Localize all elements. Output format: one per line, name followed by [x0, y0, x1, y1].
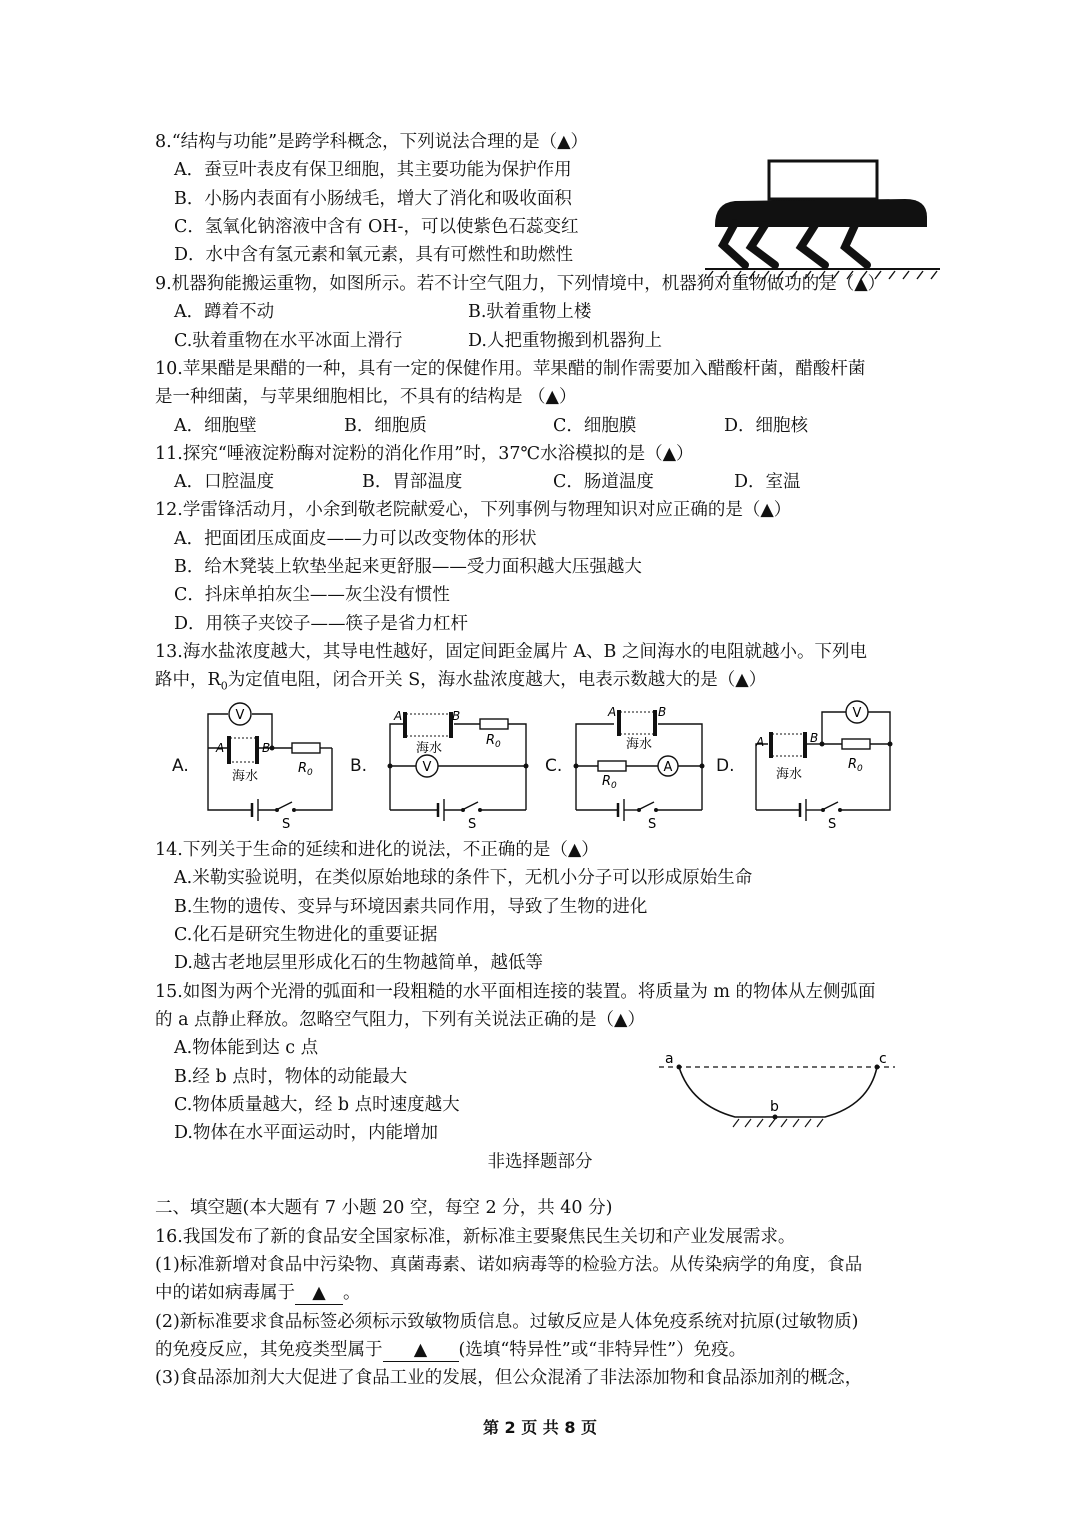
- q9-option-d: D.人把重物搬到机器狗上: [468, 331, 662, 351]
- point-b-label: b: [770, 1099, 779, 1115]
- q12-option-d: D．用筷子夹饺子——筷子是省力杠杆: [174, 614, 469, 634]
- circuit-a-label: A.: [172, 756, 189, 776]
- q8-option-d: D．水中含有氢元素和氧元素，具有可燃性和助燃性: [174, 245, 574, 265]
- q14-option-d: D.越古老地层里形成化石的生物越简单，越低等: [174, 953, 543, 973]
- q14-option-c: C.化石是研究生物进化的重要证据: [174, 925, 438, 945]
- svg-text:R0: $R_0$: [602, 774, 617, 791]
- q11-option-c: C．肠道温度: [553, 472, 654, 492]
- svg-text:A: A: [608, 705, 617, 719]
- svg-text:B: B: [810, 731, 819, 745]
- section2-heading: 二、填空题(本大题有 7 小题 20 空，每空 2 分，共 40 分): [155, 1198, 613, 1218]
- svg-text:B: B: [262, 741, 271, 755]
- circuit-d: [748, 700, 898, 830]
- svg-text:V: V: [852, 706, 862, 721]
- q12-stem: 12.学雷锋活动月，小余到敬老院献爱心，下列事例与物理知识对应正确的是（▲）: [155, 500, 792, 520]
- q16-part1-line1: (1)标准新增对食品中污染物、真菌毒素、诺如病毒等的检验方法。从传染病学的角度，食品: [155, 1255, 863, 1275]
- section-nonchoice-heading: 非选择题部分: [487, 1152, 593, 1172]
- svg-text:海水: 海水: [626, 737, 653, 752]
- circuit-a: [200, 700, 345, 830]
- q12-option-a: A．把面团压成面皮——力可以改变物体的形状: [174, 529, 537, 549]
- q11-option-b: B．胃部温度: [362, 472, 463, 492]
- q15-option-b: B.经 b 点时，物体的动能最大: [174, 1067, 408, 1087]
- svg-text:S: S: [468, 817, 477, 830]
- svg-text:V: V: [422, 760, 432, 775]
- q10-option-a: A．细胞壁: [174, 416, 257, 436]
- q13-stem-line1: 13.海水盐浓度越大，其导电性越好，固定间距金属片 A、B 之间海水的电阻就越小。下列电: [155, 642, 867, 662]
- svg-text:A: A: [394, 709, 403, 723]
- q12-option-c: C．抖床单拍灰尘——灰尘没有惯性: [174, 585, 450, 605]
- circuit-c-label: C.: [545, 756, 563, 776]
- svg-text:A: A: [756, 735, 765, 749]
- circuit-d-label: D.: [716, 756, 735, 776]
- arc-track-figure: [655, 1045, 900, 1135]
- svg-text:海水: 海水: [232, 769, 259, 784]
- q15-option-d: D.物体在水平面运动时，内能增加: [174, 1123, 438, 1143]
- voltmeter-symbol: V: [235, 708, 245, 723]
- q8-option-b: B．小肠内表面有小肠绒毛，增大了消化和吸收面积: [174, 189, 572, 209]
- q10-option-c: C．细胞膜: [553, 416, 637, 436]
- point-a-label: a: [665, 1051, 674, 1067]
- q13-stem-line2: 路中，$R_0$为定值电阻，闭合开关 S，海水盐浓度越大，电表示数越大的是（▲）: [155, 670, 767, 693]
- q9-option-a: A．蹲着不动: [174, 302, 275, 322]
- q8-option-c: C．氢氧化钠溶液中含有 OH-，可以使紫色石蕊变红: [174, 217, 579, 237]
- q11-stem: 11.探究“唾液淀粉酶对淀粉的消化作用”时，37℃水浴模拟的是（▲）: [155, 444, 694, 464]
- page-footer: 第 2 页 共 8 页: [482, 1418, 598, 1437]
- svg-text:A: A: [216, 741, 225, 755]
- q9-option-c: C.驮着重物在水平冰面上滑行: [174, 331, 403, 351]
- q10-stem-line2: 是一种细菌，与苹果细胞相比，不具有的结构是 （▲）: [155, 387, 577, 407]
- circuit-b-label: B.: [350, 756, 368, 776]
- svg-text:R0: $R_0$: [486, 733, 501, 750]
- point-c-label: c: [879, 1051, 887, 1067]
- q14-stem: 14.下列关于生命的延续和进化的说法，不正确的是（▲）: [155, 840, 599, 860]
- svg-text:R0: $R_0$: [848, 757, 863, 774]
- answer-blank: ▲: [295, 1282, 343, 1305]
- q14-option-a: A.米勒实验说明，在类似原始地球的条件下，无机小分子可以形成原始生命: [174, 868, 753, 888]
- svg-text:海水: 海水: [416, 741, 443, 756]
- q16-part2-line2: 的免疫反应，其免疫类型属于 ▲ (选填“特异性”或“非特异性”）免疫。: [155, 1340, 747, 1360]
- q10-option-d: D．细胞核: [724, 416, 809, 436]
- svg-text:B: B: [658, 705, 667, 719]
- q10-stem-line1: 10.苹果醋是果醋的一种，具有一定的保健作用。苹果醋的制作需要加入醋酸杆菌，醋酸杆菌: [155, 359, 866, 379]
- q16-stem: 16.我国发布了新的食品安全国家标准，新标准主要聚焦民生关切和产业发展需求。: [155, 1227, 796, 1247]
- q11-option-d: D．室温: [734, 472, 801, 492]
- q15-stem-line2: 的 a 点静止释放。忽略空气阻力，下列有关说法正确的是（▲）: [155, 1010, 646, 1030]
- q15-option-c: C.物体质量越大，经 b 点时速度越大: [174, 1095, 460, 1115]
- q9-stem: 9.机器狗能搬运重物，如图所示。若不计空气阻力，下列情境中，机器狗对重物做功的是（▲）: [155, 274, 886, 294]
- q12-option-b: B．给木凳装上软垫坐起来更舒服——受力面积越大压强越大: [174, 557, 642, 577]
- q16-part3-line1: (3)食品添加剂大大促进了食品工业的发展，但公众混淆了非法添加物和食品添加剂的概念，: [155, 1368, 863, 1388]
- ammeter-symbol: A: [663, 760, 673, 775]
- answer-blank: ▲: [383, 1339, 459, 1362]
- svg-text:B: B: [452, 709, 461, 723]
- svg-text:S: S: [828, 817, 837, 830]
- robot-dog-figure: [705, 155, 940, 280]
- q10-option-b: B．细胞质: [344, 416, 427, 436]
- circuit-c: [568, 700, 713, 830]
- q16-part1-line2: 中的诺如病毒属于 ▲ 。: [155, 1283, 361, 1303]
- svg-text:S: S: [282, 817, 291, 830]
- q16-part2-line1: (2)新标准要求食品标签必须标示致敏物质信息。过敏反应是人体免疫系统对抗原(过敏物质): [155, 1312, 859, 1332]
- svg-text:R0: $R_0$: [298, 761, 313, 778]
- q8-option-a: A．蚕豆叶表皮有保卫细胞，其主要功能为保护作用: [174, 160, 572, 180]
- q8-stem: 8.“结构与功能”是跨学科概念，下列说法合理的是（▲）: [155, 132, 589, 152]
- q15-stem-line1: 15.如图为两个光滑的弧面和一段粗糙的水平面相连接的装置。将质量为 m 的物体从左侧弧面: [155, 982, 876, 1002]
- q15-option-a: A.物体能到达 c 点: [174, 1038, 319, 1058]
- q9-option-b: B.驮着重物上楼: [468, 302, 592, 322]
- circuit-b: [382, 700, 532, 830]
- svg-text:海水: 海水: [776, 767, 803, 782]
- q11-option-a: A．口腔温度: [174, 472, 275, 492]
- q14-option-b: B.生物的遗传、变异与环境因素共同作用，导致了生物的进化: [174, 897, 648, 917]
- svg-text:S: S: [648, 817, 657, 830]
